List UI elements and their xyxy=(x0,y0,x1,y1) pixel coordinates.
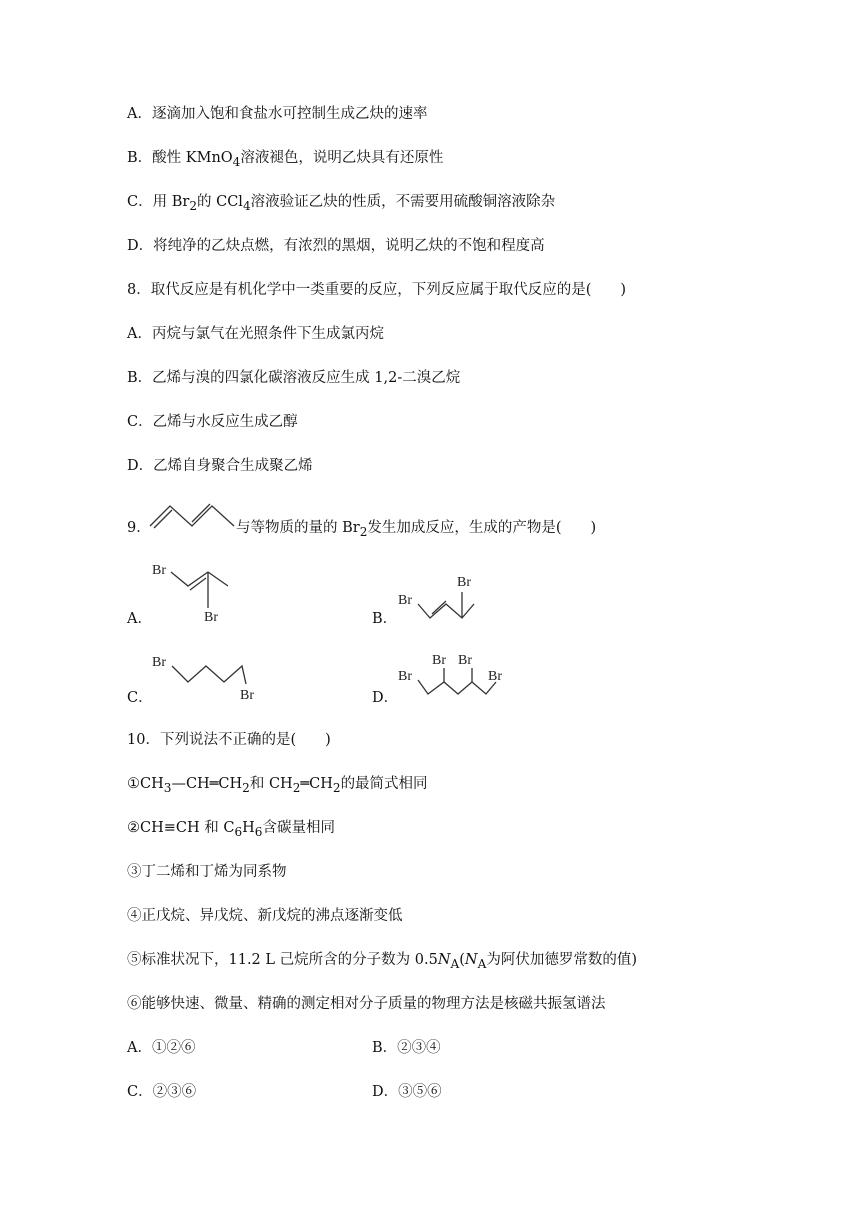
option-letter: C． xyxy=(127,194,153,210)
statement-text: 和 CH xyxy=(249,776,293,792)
statement-text: ═CH xyxy=(300,776,333,792)
statement-text: 含碳量相同 xyxy=(262,820,335,836)
q8-option-d xyxy=(127,456,313,476)
q10-statement-6: ⑥能够快速、微量、精确的测定相对分子质量的物理方法是核磁共振氢谱法 xyxy=(127,996,606,1012)
q9-option-d-letter: D． xyxy=(372,690,399,706)
q10-option-b xyxy=(372,1038,441,1058)
subscript: 2 xyxy=(242,780,250,795)
option-text: ③⑤⑥ xyxy=(398,1084,442,1100)
q10-option-d xyxy=(372,1082,442,1102)
stem-text: 发生加成反应，生成的产物是( ) xyxy=(367,520,597,536)
statement-text: ②CH≡CH 和 C xyxy=(127,820,235,836)
br-label: Br xyxy=(152,655,166,670)
subscript: 4 xyxy=(232,154,241,169)
statement-text: —CH═CH xyxy=(171,776,243,792)
option-letter: A． xyxy=(127,1040,152,1056)
italic-symbol: N xyxy=(464,952,478,968)
statement-text: H xyxy=(242,820,255,836)
option-text: 丙烷与氯气在光照条件下生成氯丙烷 xyxy=(151,326,384,342)
br-label: Br xyxy=(398,593,412,608)
statement-text: 的最简式相同 xyxy=(340,776,428,792)
option-text: ①②⑥ xyxy=(151,1040,196,1056)
q10-statement-2 xyxy=(127,818,335,842)
q10-statement-3: ③丁二烯和丁烯为同系物 xyxy=(127,864,287,880)
q9-stem xyxy=(236,518,596,542)
option-text: 用 Br xyxy=(152,194,190,210)
q8-stem: 8．取代反应是有机化学中一类重要的反应，下列反应属于取代反应的是( ) xyxy=(127,282,627,298)
q9-option-b-structure xyxy=(394,568,484,628)
option-text: ②③⑥ xyxy=(152,1084,197,1100)
option-letter: A． xyxy=(127,106,152,122)
q10-statement-1 xyxy=(127,774,428,798)
q9-option-a-structure xyxy=(148,558,248,628)
q8-option-b xyxy=(127,368,460,388)
subscript: A xyxy=(450,956,460,971)
option-text: ②③④ xyxy=(397,1040,441,1056)
q9-option-b-letter: B． xyxy=(372,611,398,627)
subscript: 6 xyxy=(254,824,263,839)
subscript: 2 xyxy=(292,780,301,795)
q10-option-c xyxy=(127,1082,196,1102)
option-letter: A． xyxy=(127,326,152,342)
subscript: 2 xyxy=(332,780,341,795)
q9-option-c-structure xyxy=(150,648,270,704)
option-text: 乙烯与水反应生成乙醇 xyxy=(152,414,298,430)
stem-text: 与等物质的量的 Br xyxy=(236,520,360,536)
option-text: 的 CCl xyxy=(197,194,243,210)
q7-option-d xyxy=(127,236,545,256)
option-letter: D． xyxy=(127,238,154,254)
q10-statement-4: ④正戊烷、异戊烷、新戊烷的沸点逐渐变低 xyxy=(127,908,403,924)
q9-option-c-letter: C． xyxy=(127,690,153,706)
br-label: Br xyxy=(458,653,472,668)
br-label: Br xyxy=(457,575,471,590)
option-text: 逐滴加入饱和食盐水可控制生成乙炔的速率 xyxy=(151,106,428,122)
q9-number: 9． xyxy=(127,520,151,536)
br-label: Br xyxy=(240,688,254,703)
option-text: 酸性 KMnO xyxy=(152,150,233,166)
subscript: A xyxy=(477,956,487,971)
q7-option-b xyxy=(127,148,443,172)
q10-stem: 10．下列说法不正确的是( ) xyxy=(127,732,331,748)
subscript: 3 xyxy=(163,780,172,795)
q9-option-d-structure xyxy=(396,646,516,702)
subscript: 2 xyxy=(189,198,197,213)
subscript: 2 xyxy=(359,524,368,539)
statement-text: 为阿伏加德罗常数的值) xyxy=(486,952,637,968)
statement-text: ( xyxy=(459,952,465,968)
br-label: Br xyxy=(432,653,446,668)
option-letter: B． xyxy=(127,370,153,386)
option-letter: C． xyxy=(127,414,153,430)
br-label: Br xyxy=(152,563,166,578)
q7-option-c xyxy=(127,192,555,216)
q8-option-a xyxy=(127,324,384,344)
option-letter: D． xyxy=(372,1084,399,1100)
option-text: 乙烯自身聚合生成聚乙烯 xyxy=(153,458,313,474)
br-label: Br xyxy=(204,610,218,625)
subscript: 6 xyxy=(234,824,243,839)
option-letter: B． xyxy=(127,150,153,166)
br-label: Br xyxy=(398,669,412,684)
q8-option-c xyxy=(127,412,298,432)
butadiene-structure xyxy=(148,498,238,530)
q10-option-a xyxy=(127,1038,195,1058)
option-text: 将纯净的乙炔点燃，有浓烈的黑烟，说明乙炔的不饱和程度高 xyxy=(153,238,545,254)
q10-statement-5 xyxy=(127,950,637,974)
statement-text: ⑤标准状况下，11.2 L 己烷所含的分子数为 0.5 xyxy=(127,952,438,968)
br-label: Br xyxy=(488,669,502,684)
option-letter: D． xyxy=(127,458,154,474)
option-text: 溶液褪色，说明乙炔具有还原性 xyxy=(240,150,444,166)
option-letter: C． xyxy=(127,1084,153,1100)
statement-text: ①CH xyxy=(127,776,164,792)
subscript: 4 xyxy=(242,198,251,213)
q9-option-a-letter: A． xyxy=(127,611,152,627)
q7-option-a xyxy=(127,104,427,124)
option-text: 溶液验证乙炔的性质，不需要用硫酸铜溶液除杂 xyxy=(250,194,556,210)
italic-symbol: N xyxy=(437,952,451,968)
option-letter: B． xyxy=(372,1040,398,1056)
option-text: 乙烯与溴的四氯化碳溶液反应生成 1,2-二溴乙烷 xyxy=(152,370,461,386)
